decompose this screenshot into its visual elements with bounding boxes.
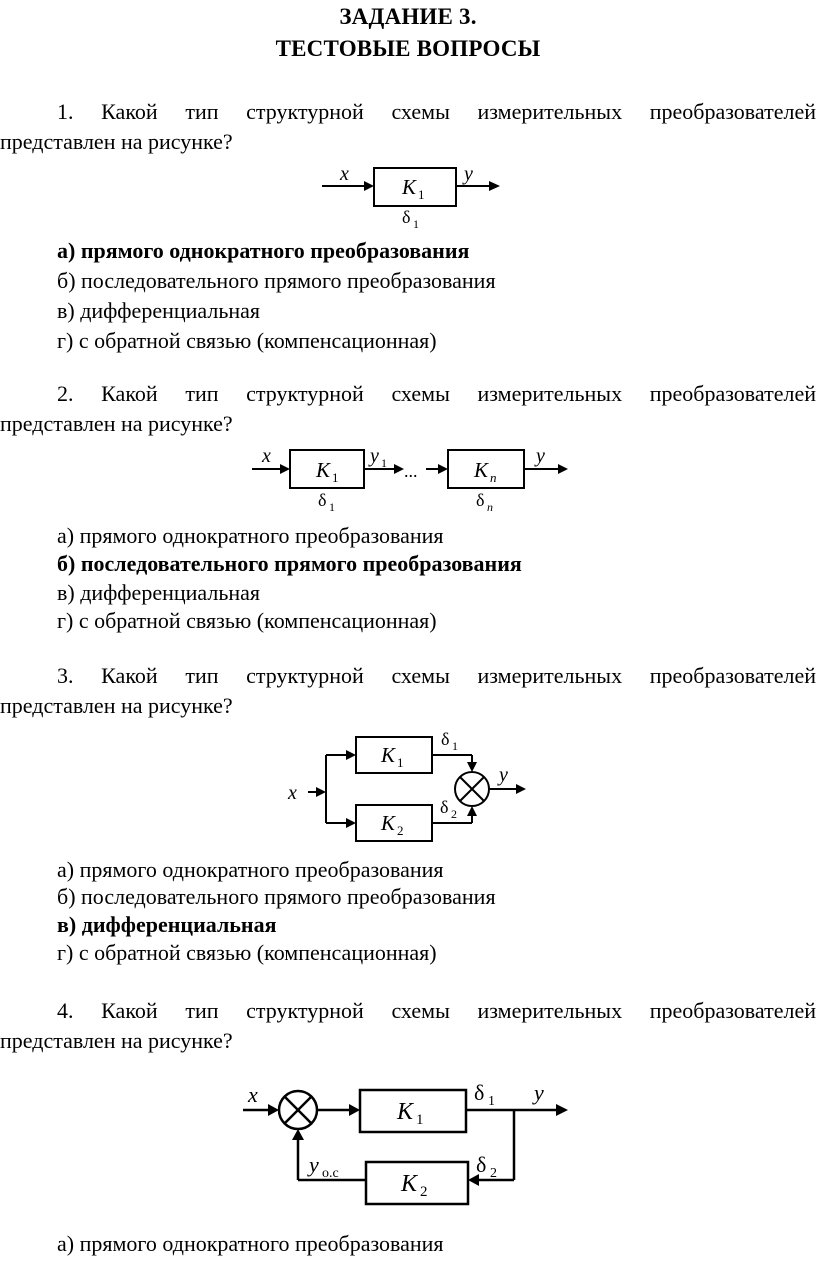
q1-answer-a: а) прямого однократного преобразования [57,238,470,263]
question-4-line-2: представлен на рисунке? [0,1028,233,1053]
question-4-line-1: 4. Какой тип структурной схемы измерительных преобразователей [57,998,816,1023]
question-1-line-2: представлен на рисунке? [0,129,233,154]
q2-answer-d: г) с обратной связью (компенсационная) [57,608,437,633]
question-1-line-1: 1. Какой тип структурной схемы измерительных преобразователей [57,99,816,124]
diagram-4-k2-label: K [401,1171,418,1197]
diagram-1-delta-label: δ [402,207,411,227]
diagram-1-k1-label: K [402,175,417,199]
diagram-4-delta2-label: δ [476,1152,487,1177]
diagram-2-ellipsis: ... [404,461,418,481]
q2-answer-b: б) последовательного прямого преобразования [57,551,522,576]
question-3-line-2: представлен на рисунке? [0,693,233,718]
diagram-2-delta1-subscript: 1 [329,500,335,514]
diagram-2-input-label: x [262,445,271,467]
diagram-4-delta1-label: δ [474,1080,485,1105]
diagram-2-deltan-label: δ [476,490,485,510]
diagram-3-input-label: x [288,782,297,804]
q3-answer-c: в) дифференциальная [57,912,277,937]
section-title: ТЕСТОВЫЕ ВОПРОСЫ [275,36,541,61]
diagram-2-delta1-label: δ [318,490,327,510]
q1-answer-c: в) дифференциальная [57,298,261,323]
q1-answer-d: г) с обратной связью (компенсационная) [57,328,437,353]
assignment-title: ЗАДАНИЕ 3. [339,4,477,29]
diagram-4-k2-subscript: 2 [420,1184,428,1200]
diagram-2-kn-label: K [474,458,489,482]
diagram-4-output-label: y [534,1080,544,1105]
diagram-2-output-label: y [536,445,545,467]
q4-answer-a: а) прямого однократного преобразования [57,1231,444,1256]
question-2-line-1: 2. Какой тип структурной схемы измерительных преобразователей [57,381,816,406]
diagram-1-delta-subscript: 1 [413,217,419,231]
q2-answer-c: в) дифференциальная [57,580,261,605]
diagram-3-output-label: y [499,764,508,786]
diagram-1-k1-subscript: 1 [418,187,425,202]
question-2-line-2: представлен на рисунке? [0,411,233,436]
diagram-3-delta1-label: δ [441,729,450,749]
q2-answer-a: а) прямого однократного преобразования [57,523,444,548]
diagram-2-intermediate-subscript: 1 [381,456,387,470]
diagram-3-delta2-subscript: 2 [451,807,457,821]
diagram-3-delta2-label: δ [440,797,449,817]
diagram-2-deltan-subscript: n [487,500,493,514]
diagram-4-feedback-label: y [309,1152,319,1177]
q1-answer-b: б) последовательного прямого преобразования [57,268,496,293]
q3-answer-b: б) последовательного прямого преобразования [57,884,496,909]
diagram-2-k1-subscript: 1 [332,470,339,485]
diagram-3-delta1-subscript: 1 [452,739,458,753]
diagram-4-feedback-subscript: о.с [322,1166,339,1181]
diagram-3-k1-subscript: 1 [397,755,404,770]
diagram-1-output-label: y [464,163,473,185]
diagram-4-delta1-subscript: 1 [488,1094,495,1109]
diagram-2-intermediate-label: y [370,445,379,467]
q3-answer-a: а) прямого однократного преобразования [57,857,444,882]
diagram-4-delta2-subscript: 2 [490,1166,497,1181]
diagram-4-k1-label: K [397,1099,414,1125]
diagram-3-k1-label: K [381,743,396,767]
question-3-line-1: 3. Какой тип структурной схемы измерительных преобразователей [57,663,816,688]
diagram-3-k2-label: K [381,811,396,835]
diagram-4-k1-subscript: 1 [416,1112,424,1128]
q3-answer-d: г) с обратной связью (компенсационная) [57,940,437,965]
diagram-4-input-label: x [248,1082,258,1107]
diagram-3-k2-subscript: 2 [397,823,404,838]
diagram-2-k1-label: K [316,458,331,482]
diagram-1-input-label: x [340,163,349,185]
diagram-2-kn-subscript: n [490,470,497,485]
